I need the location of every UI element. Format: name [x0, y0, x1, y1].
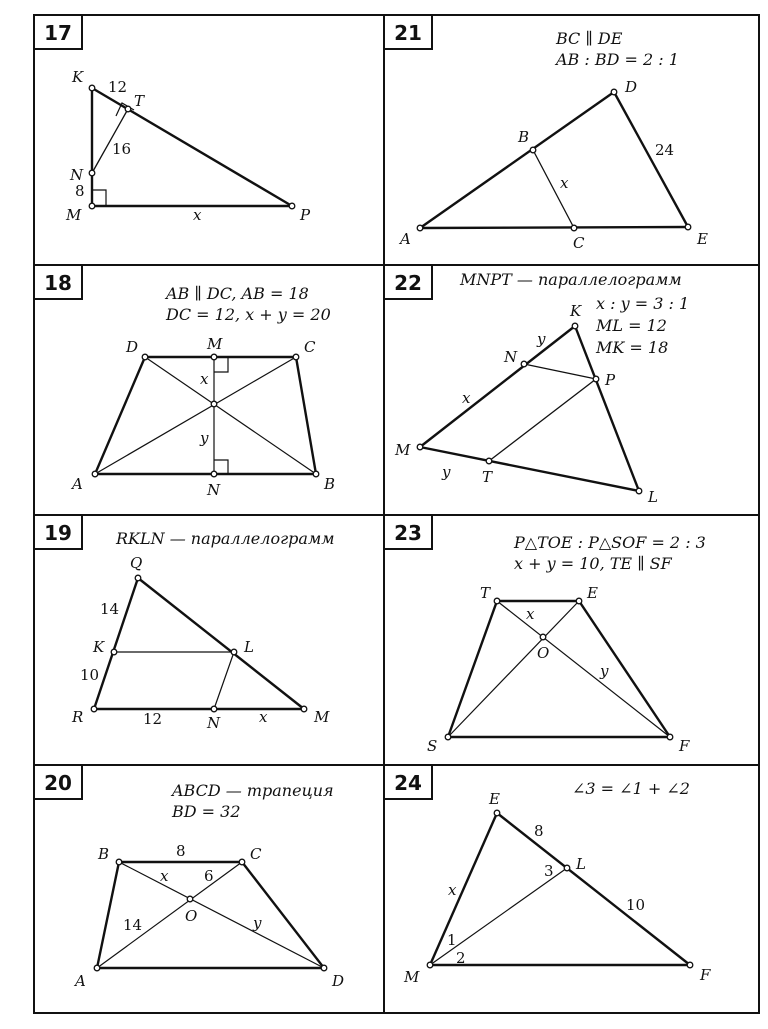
segment-pt: [489, 379, 596, 461]
label-m: M: [66, 206, 82, 224]
point-c: [239, 859, 245, 865]
segment-ml: [420, 447, 639, 491]
point-r: [91, 706, 97, 712]
problem-number: 19: [44, 521, 72, 545]
length-od: y: [253, 914, 262, 932]
point-o: [187, 896, 193, 902]
problem-number: 18: [44, 271, 72, 295]
point-e: [685, 224, 691, 230]
length-em: x: [448, 881, 457, 899]
diagonal-tf: [497, 601, 670, 737]
point-b: [313, 471, 319, 477]
point-d: [142, 354, 148, 360]
condition-line-1: ∠3 = ∠1 + ∠2: [572, 779, 690, 798]
length-bo: x: [160, 867, 169, 885]
label-t: T: [480, 584, 491, 602]
label-e: E: [587, 584, 598, 602]
label-a: A: [72, 475, 83, 493]
segment-ln: [214, 652, 234, 709]
length-kr: 10: [80, 666, 100, 684]
length-y: y: [200, 429, 209, 447]
length-nt: 16: [112, 140, 132, 158]
length-bc: x: [560, 174, 569, 192]
point-d: [611, 89, 617, 95]
point-s: [445, 734, 451, 740]
length-de: 24: [655, 141, 675, 159]
point-o: [540, 634, 546, 640]
label-n: N: [207, 714, 221, 732]
problem-number: 23: [394, 521, 422, 545]
point-t: [125, 106, 131, 112]
condition-line-1: BC ∥ DE: [556, 29, 623, 48]
length-ao: 14: [123, 916, 143, 934]
length-mt: y: [442, 463, 451, 481]
label-d: D: [625, 78, 638, 96]
label-k: K: [570, 302, 582, 320]
length-kt: 12: [108, 78, 128, 96]
point-l: [636, 488, 642, 494]
point-t: [494, 598, 500, 604]
angle-3-label: 3: [544, 862, 554, 880]
condition-line-1: MNPT — параллелограмм: [460, 270, 682, 289]
length-qk: 14: [100, 600, 120, 618]
label-q: Q: [130, 554, 143, 572]
point-a: [417, 225, 423, 231]
problem-21: [384, 15, 708, 252]
condition-line-1: RKLN — параллелограмм: [116, 529, 335, 548]
label-c: C: [304, 338, 316, 356]
problem-number: 21: [394, 21, 422, 45]
problem-20: [34, 765, 344, 990]
length-te: x: [526, 605, 535, 623]
label-l: L: [244, 638, 254, 656]
length-of: y: [600, 662, 609, 680]
segment-ad: [420, 92, 614, 228]
segment-mk: [420, 326, 575, 447]
condition-line-2: BD = 32: [172, 802, 241, 821]
label-m: M: [314, 708, 330, 726]
label-d: D: [126, 338, 139, 356]
point-a: [94, 965, 100, 971]
diagonal-bd: [119, 862, 324, 968]
problem-number: 24: [394, 771, 422, 795]
point-b: [530, 147, 536, 153]
label-a: A: [400, 230, 411, 248]
point-b: [116, 859, 122, 865]
length-mn: 8: [75, 182, 85, 200]
point-f: [667, 734, 673, 740]
condition-line-1: ABCD — трапеция: [172, 781, 334, 800]
label-m: M: [207, 335, 223, 353]
point-e: [576, 598, 582, 604]
label-d: D: [332, 972, 345, 990]
diagonal-es: [448, 601, 579, 737]
length-bc: 8: [176, 842, 186, 860]
point-l: [564, 865, 570, 871]
condition-line-4: MK = 18: [596, 338, 669, 357]
condition-line-3: ML = 12: [596, 316, 667, 335]
label-o: O: [537, 644, 550, 662]
label-b: B: [518, 128, 530, 146]
label-p: P: [300, 206, 311, 224]
point-k: [111, 649, 117, 655]
label-k: K: [93, 638, 105, 656]
point-m: [427, 962, 433, 968]
length-el: 8: [534, 822, 544, 840]
point-p: [593, 376, 599, 382]
segment-ef: [497, 813, 690, 965]
condition-line-2: x + y = 10, TE ∥ SF: [514, 554, 672, 573]
label-f: F: [700, 966, 711, 984]
problem-19: [34, 515, 334, 732]
diagonal-bd: [145, 357, 316, 474]
point-l: [231, 649, 237, 655]
condition-line-1: AB ∥ DC, AB = 18: [166, 284, 309, 303]
problem-24: [384, 765, 711, 986]
label-n: N: [207, 481, 221, 499]
point-m: [301, 706, 307, 712]
problem-number: 22: [394, 271, 422, 295]
length-lf: 10: [626, 896, 646, 914]
length-oc: 6: [204, 867, 214, 885]
point-k: [89, 85, 95, 91]
point-t: [486, 458, 492, 464]
point-n: [211, 706, 217, 712]
segment-np: [524, 364, 596, 379]
condition-line-2: AB : BD = 2 : 1: [556, 50, 679, 69]
condition-line-2: x : y = 3 : 1: [596, 294, 690, 313]
label-p: P: [605, 371, 616, 389]
label-b: B: [324, 475, 336, 493]
length-mn: x: [462, 389, 471, 407]
label-b: B: [98, 845, 110, 863]
point-a: [92, 471, 98, 477]
problem-17: [34, 15, 311, 224]
point-k: [572, 323, 578, 329]
point-o: [211, 401, 217, 407]
label-s: S: [427, 737, 438, 755]
length-nm: x: [259, 708, 268, 726]
label-a: A: [75, 972, 86, 990]
label-c: C: [573, 234, 585, 252]
condition-line-1: P△TOE : P△SOF = 2 : 3: [514, 533, 706, 552]
point-d: [321, 965, 327, 971]
label-n: N: [70, 166, 84, 184]
problem-23: [384, 515, 706, 755]
point-m: [89, 203, 95, 209]
point-n: [521, 361, 527, 367]
segment-ae: [420, 227, 688, 228]
label-c: C: [250, 845, 262, 863]
point-p: [289, 203, 295, 209]
label-e: E: [489, 790, 500, 808]
label-e: E: [697, 230, 708, 248]
segment-de: [614, 92, 688, 227]
point-m: [417, 444, 423, 450]
length-mp: x: [193, 206, 202, 224]
problem-number: 17: [44, 21, 72, 45]
point-c: [293, 354, 299, 360]
point-q: [135, 575, 141, 581]
label-t: T: [134, 92, 145, 110]
problem-18: [34, 265, 335, 499]
point-f: [687, 962, 693, 968]
condition-line-2: DC = 12, x + y = 20: [166, 305, 331, 324]
label-l: L: [648, 488, 658, 506]
angle-2-label: 2: [456, 949, 466, 967]
problem-22: [384, 265, 689, 506]
length-rn: 12: [143, 710, 163, 728]
label-m: M: [404, 968, 420, 986]
label-k: K: [72, 68, 84, 86]
point-c: [571, 225, 577, 231]
point-e: [494, 810, 500, 816]
label-o: O: [185, 907, 198, 925]
diagonal-ac: [95, 357, 296, 474]
label-r: R: [72, 708, 84, 726]
segment-em: [430, 813, 497, 965]
point-n: [89, 170, 95, 176]
length-nk: y: [537, 330, 546, 348]
label-f: F: [679, 737, 690, 755]
point-n: [211, 471, 217, 477]
angle-1-label: 1: [447, 931, 457, 949]
label-l: L: [576, 855, 586, 873]
length-x: x: [200, 370, 209, 388]
label-n: N: [504, 348, 518, 366]
point-m: [211, 354, 217, 360]
label-t: T: [482, 468, 493, 486]
label-m: M: [395, 441, 411, 459]
problem-number: 20: [44, 771, 72, 795]
